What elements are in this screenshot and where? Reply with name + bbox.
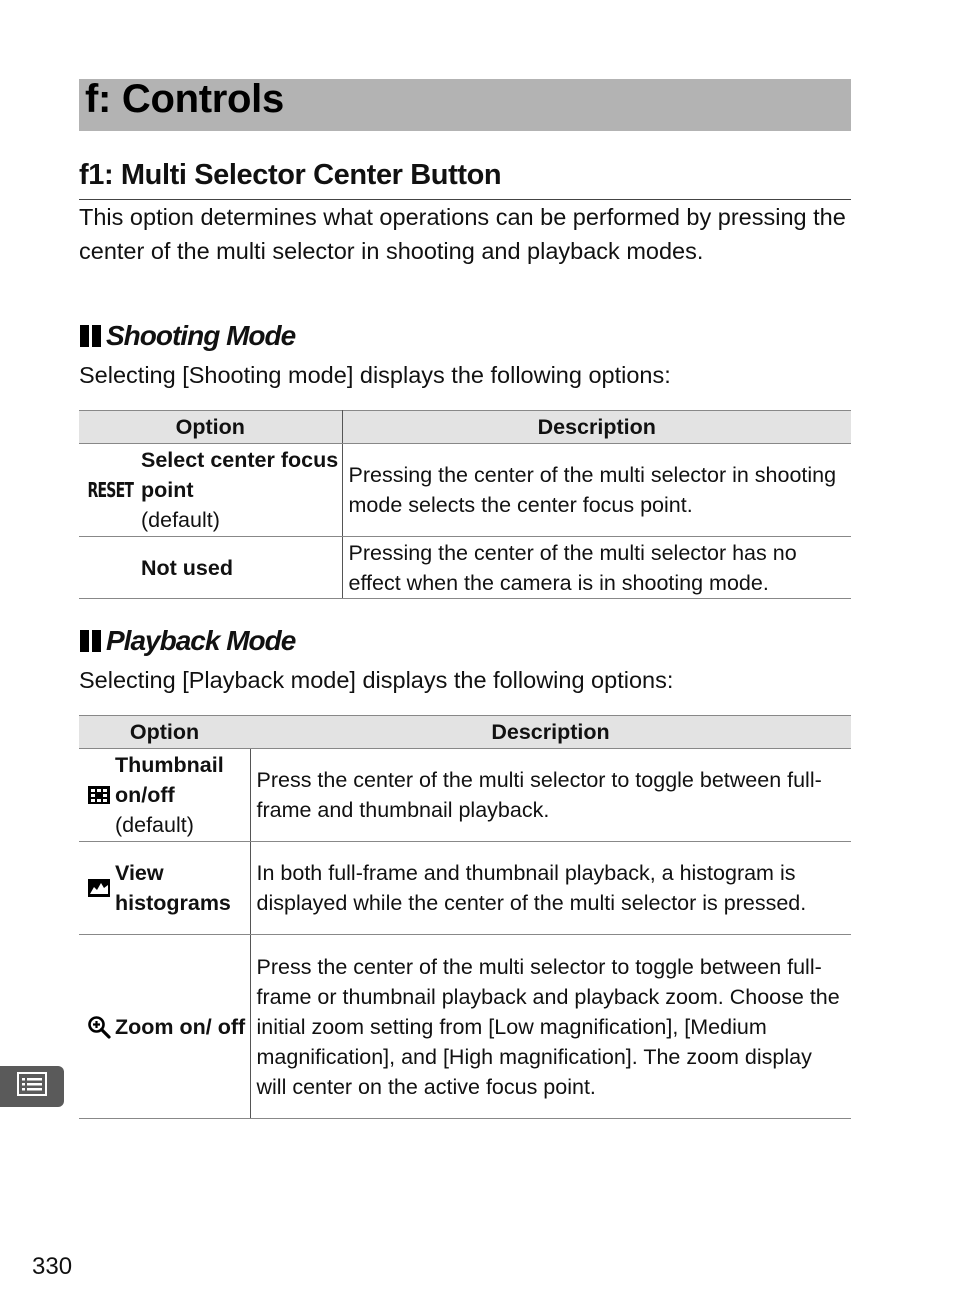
table-row [79, 935, 851, 1119]
shooting-mode-heading [80, 319, 852, 353]
option-description: Press the center of the multi selector to toggle between full-frame or thumbnail playback and playback zoom. Choose the initial zoom setting from [Low magnification], [Medium magnification], and [High magnification]. The zoom display will center on the active focus point. [250, 935, 851, 1119]
option-name: Thumbnail on/off [115, 753, 224, 807]
chapter-banner [79, 79, 851, 131]
chapter-side-tab[interactable] [0, 1066, 64, 1107]
option-name: Zoom on/ off [115, 1014, 246, 1039]
histogram-icon [83, 879, 115, 897]
option-default: (default) [115, 813, 194, 837]
table-row [79, 842, 851, 935]
page-number: 330 [32, 1253, 73, 1280]
playback-mode-heading [80, 624, 852, 658]
shooting-mode-heading-text: Shooting Mode [106, 320, 296, 351]
reset-icon: RESET [87, 478, 133, 502]
column-header-option: Option [79, 411, 342, 444]
section-intro: This option determines what operations can be performed by pressing the center of the multi selector in shooting and playback modes. [79, 204, 846, 264]
option-description: In both full-frame and thumbnail playback, a histogram is displayed while the center of the multi selector is pressed. [250, 842, 851, 935]
option-name: Not used [141, 555, 233, 580]
shooting-mode-table [79, 410, 851, 599]
column-header-option: Option [79, 716, 250, 749]
section-divider [79, 199, 851, 200]
table-header-row [79, 716, 851, 749]
menu-list-icon [17, 1072, 47, 1101]
column-header-description: Description [342, 411, 851, 444]
heading-bars-icon [80, 325, 101, 347]
option-description: Press the center of the multi selector to toggle between full-frame and thumbnail playback. [250, 749, 851, 842]
option-description: Pressing the center of the multi selector in shooting mode selects the center focus point. [342, 444, 851, 537]
option-description: Pressing the center of the multi selector has no effect when the camera is in shooting mode. [342, 537, 851, 599]
option-default: (default) [141, 508, 220, 532]
playback-mode-table [79, 715, 851, 1119]
option-name: View histograms [115, 861, 231, 915]
option-name: Select center focus point [141, 448, 339, 502]
section-title: f1: Multi Selector Center Button [79, 159, 502, 191]
zoom-icon [83, 1015, 115, 1039]
column-header-description: Description [250, 716, 851, 749]
chapter-title: f: Controls [85, 77, 284, 121]
table-row [79, 537, 851, 599]
thumbnail-icon [83, 786, 115, 804]
shooting-mode-lead: Selecting [Shooting mode] displays the following options: [79, 362, 671, 388]
table-row [79, 444, 851, 537]
heading-bars-icon [80, 630, 101, 652]
playback-mode-heading-text: Playback Mode [106, 625, 296, 656]
playback-mode-lead: Selecting [Playback mode] displays the following options: [79, 667, 674, 693]
table-row [79, 749, 851, 842]
table-header-row [79, 411, 851, 444]
